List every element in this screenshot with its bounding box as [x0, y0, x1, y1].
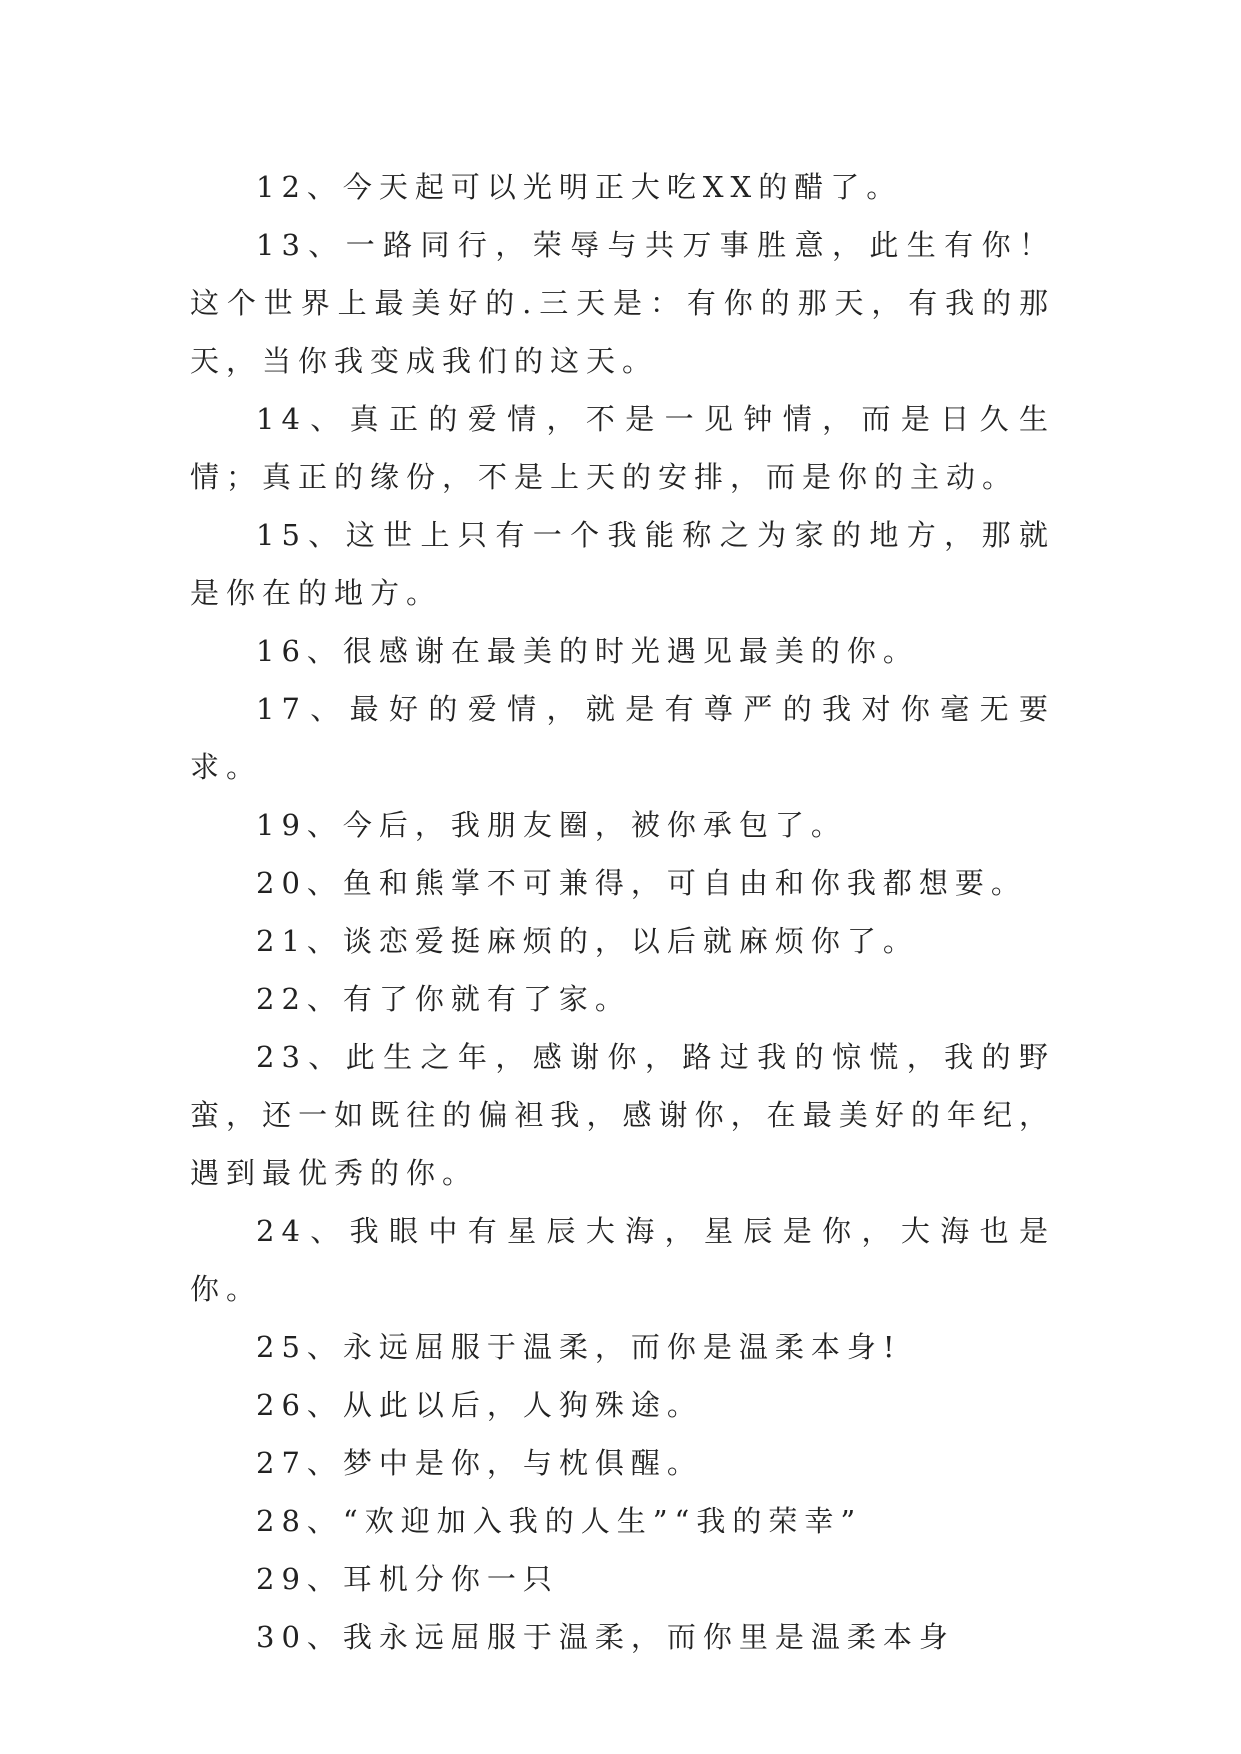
- paragraph-16: 16、很感谢在最美的时光遇见最美的你。: [256, 634, 919, 668]
- paragraph-13: 13、一路同行，荣辱与共万事胜意，此生有你！这个世界上最美好的.三天是：有你的那天，有我的那天，当你我变成我们的这天。: [190, 228, 1055, 378]
- paragraph-19: 19、今后，我朋友圈，被你承包了。: [256, 808, 847, 842]
- paragraph-24: 24、我眼中有星辰大海，星辰是你，大海也是你。: [190, 1214, 1055, 1306]
- paragraph-29: 29、耳机分你一只: [256, 1562, 559, 1596]
- paragraph-27: 27、梦中是你，与枕俱醒。: [256, 1446, 703, 1480]
- paragraph-21: 21、谈恋爱挺麻烦的，以后就麻烦你了。: [256, 924, 919, 958]
- paragraph-26: 26、从此以后，人狗殊途。: [256, 1388, 703, 1422]
- paragraph-12: 12、今天起可以光明正大吃XX的醋了。: [256, 170, 903, 204]
- paragraph-14: 14、真正的爱情，不是一见钟情，而是日久生情；真正的缘份，不是上天的安排，而是你的主动。: [190, 402, 1055, 494]
- paragraph-23: 23、此生之年，感谢你，路过我的惊慌，我的野蛮，还一如既往的偏袒我，感谢你，在最美好的年纪，遇到最优秀的你。: [190, 1040, 1055, 1190]
- paragraph-30: 30、我永远屈服于温柔，而你里是温柔本身: [256, 1620, 955, 1654]
- paragraph-20: 20、鱼和熊掌不可兼得，可自由和你我都想要。: [256, 866, 1027, 900]
- paragraph-25: 25、永远屈服于温柔，而你是温柔本身!: [256, 1330, 902, 1364]
- paragraph-22: 22、有了你就有了家。: [256, 982, 631, 1016]
- document-page: [190, 158, 1055, 1666]
- paragraph-17: 17、最好的爱情，就是有尊严的我对你毫无要求。: [190, 692, 1055, 784]
- paragraph-15: 15、这世上只有一个我能称之为家的地方，那就是你在的地方。: [190, 518, 1055, 610]
- paragraph-28: 28、“欢迎加入我的人生”“我的荣幸”: [256, 1504, 863, 1538]
